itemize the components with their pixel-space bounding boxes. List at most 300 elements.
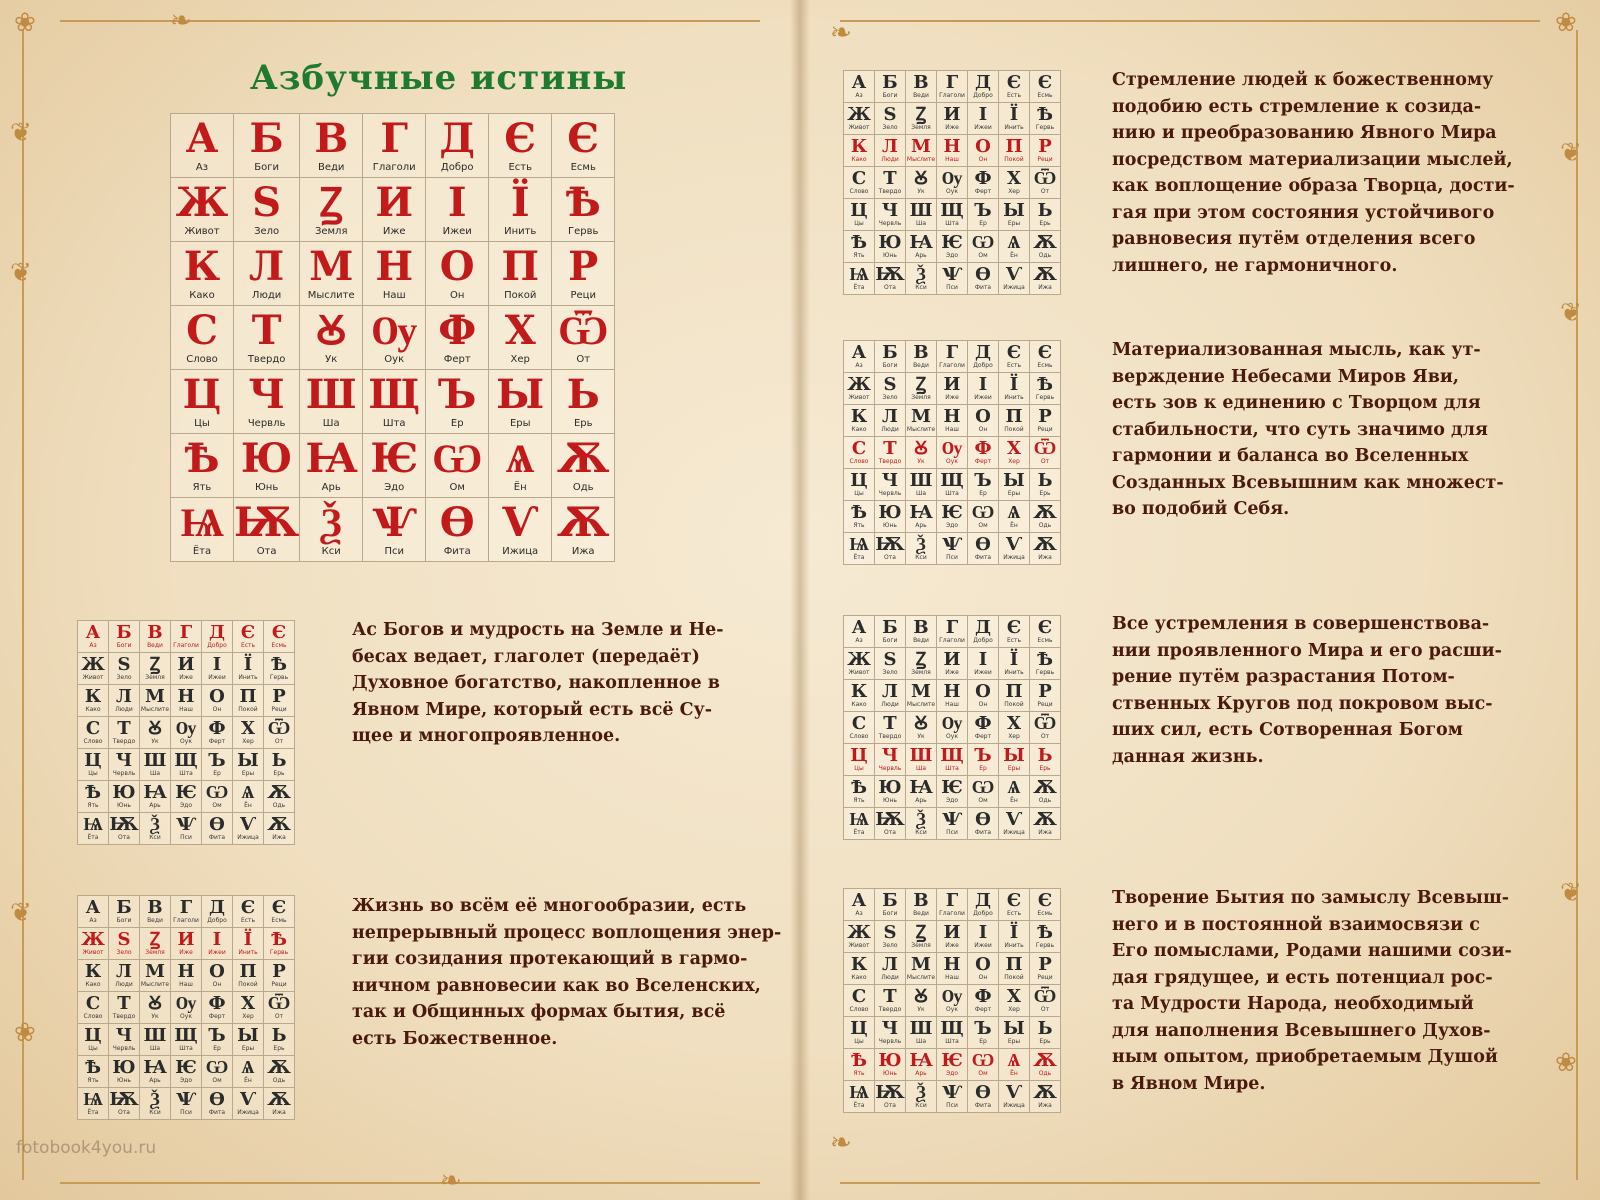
letter-glyph: С <box>851 168 867 189</box>
letter-glyph: Ѹ <box>175 718 197 739</box>
letter-cell <box>999 373 1030 405</box>
letter-name: Земля <box>145 674 165 681</box>
letter-glyph: Ь <box>1037 745 1053 766</box>
letter-glyph: С <box>186 307 218 354</box>
letter-glyph: Х <box>504 307 536 354</box>
letter-glyph: І <box>447 179 467 226</box>
letter-name: Цы <box>88 770 98 777</box>
letter-name: Добро <box>973 362 993 369</box>
letter-cell <box>552 242 615 306</box>
letter-glyph: Н <box>943 954 961 975</box>
table-row <box>844 135 1061 167</box>
letter-name: Ота <box>118 834 130 841</box>
letter-cell <box>552 434 615 498</box>
letter-glyph: Ѱ <box>942 264 962 285</box>
letter-glyph: Ѫ <box>1033 777 1057 798</box>
letter-cell <box>171 114 234 178</box>
letter-name: Ша <box>915 1038 927 1045</box>
letter-cell <box>1030 648 1061 680</box>
letter-name: Есть <box>1006 910 1022 917</box>
letter-name: Инить <box>1004 669 1024 676</box>
letter-name: Зело <box>116 674 132 681</box>
letter-glyph: Є <box>1006 342 1022 363</box>
letter-cell <box>78 813 109 845</box>
letter-name: Слово <box>849 458 869 465</box>
letter-glyph: Ѥ <box>175 782 197 803</box>
letter-glyph: Л <box>882 954 898 975</box>
letter-name: Ота <box>118 1109 130 1116</box>
letter-name: Юнь <box>254 482 279 493</box>
letter-name: Арь <box>149 1077 161 1084</box>
letter-cell <box>233 992 264 1024</box>
letter-cell <box>1030 712 1061 744</box>
letter-cell <box>264 896 295 928</box>
letter-name: Хер <box>1008 188 1020 195</box>
letter-glyph: Ѥ <box>941 502 963 523</box>
letter-name: Твердо <box>878 458 902 465</box>
letter-glyph: І <box>212 654 222 675</box>
letter-glyph: Ф <box>208 993 226 1014</box>
letter-glyph: Ѫ <box>267 1089 291 1110</box>
letter-glyph: Ь <box>566 371 600 418</box>
letter-name: Арь <box>915 797 927 804</box>
letter-glyph: Ш <box>305 371 357 418</box>
letter-glyph: В <box>314 115 349 162</box>
paragraph-line: рение путём разрастания Потом- <box>1112 667 1455 687</box>
letter-glyph: Ѳ <box>975 809 991 830</box>
letter-cell <box>875 167 906 199</box>
letter-glyph: Ч <box>115 750 133 771</box>
letter-glyph: Ꙋ <box>148 993 162 1014</box>
letter-glyph: Н <box>943 136 961 157</box>
letter-glyph: Г <box>179 897 193 918</box>
letter-glyph: Р <box>272 961 286 982</box>
letter-glyph: К <box>84 686 102 707</box>
table-row <box>78 1024 295 1056</box>
letter-cell <box>906 341 937 373</box>
alphabet-table-small <box>77 895 295 1120</box>
letter-cell <box>906 889 937 921</box>
paragraph-line: данная жизнь. <box>1112 746 1264 767</box>
letter-glyph: Ю <box>112 782 136 803</box>
letter-name: Кси <box>321 546 341 557</box>
letter-cell <box>875 889 906 921</box>
letter-name: Како <box>851 701 867 708</box>
letter-cell <box>363 114 426 178</box>
letter-name: Веди <box>147 642 163 649</box>
letter-glyph: Н <box>177 961 195 982</box>
letter-glyph: В <box>913 342 929 363</box>
letter-name: Шта <box>945 220 959 227</box>
letter-glyph: Ѵ <box>239 814 257 835</box>
letter-glyph: С <box>851 986 867 1007</box>
letter-glyph: Ꙋ <box>148 718 162 739</box>
letter-name: Зело <box>882 669 898 676</box>
letter-cell <box>1030 921 1061 953</box>
letter-name: Ер <box>450 418 464 429</box>
table-row <box>844 167 1061 199</box>
paragraph-line: ничном равновесии как во Вселенских, <box>352 975 761 996</box>
letter-glyph: Б <box>882 72 898 93</box>
letter-glyph: Д <box>208 897 225 918</box>
letter-glyph: Ѕ <box>883 649 897 670</box>
letter-cell <box>1030 71 1061 103</box>
letter-cell <box>202 781 233 813</box>
letter-name: Есмь <box>1037 637 1053 644</box>
letter-cell <box>264 685 295 717</box>
letter-cell <box>937 167 968 199</box>
letter-cell <box>937 501 968 533</box>
letter-name: Шта <box>382 418 406 429</box>
letter-name: Твердо <box>878 1006 902 1013</box>
letter-cell <box>844 71 875 103</box>
letter-cell <box>140 1088 171 1120</box>
letter-glyph: Ц <box>182 371 222 418</box>
letter-cell <box>171 498 234 562</box>
letter-glyph: Ї <box>1009 649 1019 670</box>
letter-glyph: Ф <box>974 986 992 1007</box>
letter-name: Одь <box>1038 1070 1052 1077</box>
right-page <box>800 0 1600 1200</box>
letter-glyph: К <box>850 954 868 975</box>
letter-name: Фита <box>974 284 992 291</box>
letter-glyph: Ы <box>1003 470 1025 491</box>
letter-cell <box>875 533 906 565</box>
table-row <box>78 749 295 781</box>
letter-cell <box>844 533 875 565</box>
letter-glyph: Ѩ <box>849 1082 869 1103</box>
letter-cell <box>844 103 875 135</box>
letter-cell <box>140 621 171 653</box>
letter-cell <box>906 1081 937 1113</box>
letter-cell <box>968 373 999 405</box>
letter-cell <box>844 199 875 231</box>
letter-cell <box>844 1017 875 1049</box>
letter-cell <box>1030 616 1061 648</box>
letter-name: Пси <box>946 1102 958 1109</box>
letter-cell <box>968 616 999 648</box>
alphabet-table-small <box>843 615 1061 840</box>
table-row <box>844 405 1061 437</box>
letter-cell <box>1030 469 1061 501</box>
letter-cell <box>1030 501 1061 533</box>
letter-name: Эдо <box>179 1077 192 1084</box>
table-row <box>844 1017 1061 1049</box>
letter-name: Земля <box>911 669 931 676</box>
letter-glyph: Ѯ <box>916 809 926 830</box>
letter-glyph: Ꙋ <box>914 713 928 734</box>
letter-glyph: О <box>439 243 475 290</box>
letter-glyph: Ъ <box>974 200 992 221</box>
letter-cell <box>171 813 202 845</box>
letter-glyph: Ы <box>1003 745 1025 766</box>
letter-glyph: Ѵ <box>1005 1082 1023 1103</box>
letter-name: Гервь <box>1035 669 1055 676</box>
letter-cell <box>1030 1017 1061 1049</box>
letter-glyph: Ѡ <box>971 777 995 798</box>
letter-glyph: Ѩ <box>849 809 869 830</box>
letter-name: Ер <box>979 220 987 227</box>
letter-glyph: Ѡ <box>971 232 995 253</box>
letter-name: Веди <box>318 162 345 173</box>
letter-cell <box>999 744 1030 776</box>
letter-glyph: Ю <box>878 232 902 253</box>
letter-name: Ша <box>915 220 927 227</box>
letter-name: Червль <box>878 490 902 497</box>
letter-cell <box>1030 373 1061 405</box>
letter-name: Инить <box>504 226 537 237</box>
letter-name: Ферт <box>208 1013 226 1020</box>
letter-name: Глаголи <box>939 362 965 369</box>
letter-cell <box>937 680 968 712</box>
letter-name: Ять <box>192 482 212 493</box>
letter-name: Иже <box>382 226 406 237</box>
letter-cell <box>171 653 202 685</box>
letter-name: Червль <box>112 770 136 777</box>
letter-glyph: Є <box>240 622 256 643</box>
letter-name: Добро <box>207 642 227 649</box>
letter-glyph: Ч <box>115 1025 133 1046</box>
letter-cell <box>140 781 171 813</box>
letter-cell <box>844 231 875 263</box>
letter-cell <box>875 1081 906 1113</box>
letter-name: Аз <box>855 637 863 644</box>
paragraph-line: равновесия путём отделения всего <box>1112 229 1476 249</box>
letter-glyph: Ꙗ <box>305 435 357 482</box>
letter-cell <box>906 405 937 437</box>
letter-cell <box>109 621 140 653</box>
letter-glyph: Ꙋ <box>914 986 928 1007</box>
letter-name: Цы <box>194 418 210 429</box>
letter-name: Есмь <box>1037 362 1053 369</box>
letter-glyph: Х <box>1007 713 1021 734</box>
letter-cell <box>264 928 295 960</box>
letter-name: Есмь <box>570 162 596 173</box>
letter-glyph: Ц <box>850 200 868 221</box>
paragraph-line: как воплощение образа Творца, дости- <box>1112 176 1515 196</box>
letter-glyph: Б <box>116 897 132 918</box>
letter-name: Боги <box>254 162 279 173</box>
letter-glyph: О <box>209 686 225 707</box>
letter-glyph: Д <box>974 342 991 363</box>
letter-glyph: Ѭ <box>875 1082 905 1103</box>
letter-name: Червль <box>878 765 902 772</box>
letter-name: Люди <box>881 974 899 981</box>
letter-name: От <box>274 1013 284 1020</box>
letter-cell <box>140 685 171 717</box>
letter-name: Ом <box>978 1070 988 1077</box>
letter-cell <box>78 653 109 685</box>
letter-name: Арь <box>321 482 341 493</box>
letter-name: Одь <box>1038 797 1052 804</box>
letter-cell <box>999 616 1030 648</box>
letter-glyph: Ѵ <box>1005 809 1023 830</box>
letter-name: Оук <box>180 1013 192 1020</box>
letter-glyph: Ѫ <box>1033 1082 1057 1103</box>
letter-name: Ять <box>853 522 865 529</box>
letter-name: Ижица <box>237 834 259 841</box>
letter-glyph: Х <box>241 993 255 1014</box>
flower-ornament-icon: ❀ <box>1555 1048 1577 1078</box>
letter-name: Ёта <box>87 834 99 841</box>
letter-name: Глаголи <box>939 637 965 644</box>
letter-name: Ферт <box>974 458 992 465</box>
letter-glyph: Ѿ <box>558 307 609 354</box>
letter-name: Мыслите <box>906 426 936 433</box>
letter-name: Мыслите <box>140 981 170 988</box>
letter-glyph: Щ <box>174 1025 198 1046</box>
letter-glyph: Є <box>1006 72 1022 93</box>
letter-name: Покой <box>238 981 258 988</box>
letter-name: Твердо <box>247 354 286 365</box>
letter-glyph: Ѳ <box>975 264 991 285</box>
letter-name: Ерь <box>1039 1038 1051 1045</box>
letter-cell <box>264 1088 295 1120</box>
letter-cell <box>968 199 999 231</box>
paragraph-line: стабильности, что суть значимо для <box>1112 419 1488 440</box>
letter-cell <box>937 263 968 295</box>
letter-glyph: Ꙁ <box>149 929 161 950</box>
letter-glyph: Ѡ <box>205 782 229 803</box>
paragraph-line: щее и многопроявленное. <box>352 726 621 746</box>
letter-glyph: Ѫ <box>267 782 291 803</box>
letter-cell <box>999 1049 1030 1081</box>
letter-cell <box>875 1049 906 1081</box>
letter-cell <box>78 896 109 928</box>
letter-name: Покой <box>1004 426 1024 433</box>
letter-cell <box>109 896 140 928</box>
letter-glyph: Ф <box>974 713 992 734</box>
letter-cell <box>363 242 426 306</box>
table-row <box>78 896 295 928</box>
letter-cell <box>875 135 906 167</box>
letter-name: Есмь <box>271 642 287 649</box>
letter-cell <box>937 405 968 437</box>
letter-glyph: И <box>943 922 961 943</box>
paragraph-line: Жизнь во всём её многообразии, есть <box>352 896 747 916</box>
letter-cell <box>300 434 363 498</box>
letter-cell <box>233 653 264 685</box>
letter-glyph: О <box>975 681 991 702</box>
letter-name: Ферт <box>974 733 992 740</box>
letter-glyph: Н <box>375 243 414 290</box>
letter-cell <box>426 178 489 242</box>
letter-name: Реци <box>271 706 287 713</box>
letter-name: Пси <box>180 1109 192 1116</box>
letter-cell <box>233 813 264 845</box>
table-row <box>844 501 1061 533</box>
letter-name: Веди <box>913 910 929 917</box>
letter-cell <box>844 135 875 167</box>
letter-glyph: І <box>978 649 988 670</box>
letter-glyph: И <box>943 374 961 395</box>
letter-name: Добро <box>973 910 993 917</box>
letter-cell <box>78 749 109 781</box>
letter-cell <box>906 985 937 1017</box>
letter-cell <box>875 231 906 263</box>
letter-name: Арь <box>915 1070 927 1077</box>
letter-name: От <box>1040 458 1050 465</box>
letter-cell <box>1030 889 1061 921</box>
table-row <box>844 103 1061 135</box>
letter-cell <box>968 469 999 501</box>
letter-glyph: Б <box>882 342 898 363</box>
letter-name: Веди <box>913 362 929 369</box>
letter-glyph: Є <box>1037 342 1053 363</box>
letter-glyph: А <box>185 115 219 162</box>
letter-glyph: Ѣ <box>851 777 867 798</box>
letter-name: Арь <box>915 522 927 529</box>
letter-cell <box>906 533 937 565</box>
letter-name: Еры <box>509 418 531 429</box>
letter-name: Кси <box>915 1102 927 1109</box>
letter-cell <box>300 114 363 178</box>
letter-name: Ша <box>322 418 340 429</box>
letter-cell <box>844 469 875 501</box>
letter-name: Покой <box>1004 156 1024 163</box>
letter-glyph: Ш <box>909 200 933 221</box>
letter-glyph: Ꙗ <box>909 777 933 798</box>
letter-cell <box>999 469 1030 501</box>
letter-cell <box>937 1049 968 1081</box>
letter-cell <box>844 648 875 680</box>
letter-name: Земля <box>145 949 165 956</box>
letter-cell <box>844 985 875 1017</box>
letter-glyph: Г <box>945 890 959 911</box>
letter-glyph: Ц <box>84 750 102 771</box>
letter-name: Наш <box>179 706 193 713</box>
letter-cell <box>234 242 300 306</box>
letter-name: Оук <box>180 738 192 745</box>
letter-glyph: Ѕ <box>252 179 282 226</box>
leaf-ornament-icon: ❦ <box>10 258 32 288</box>
letter-cell <box>875 437 906 469</box>
letter-cell <box>202 717 233 749</box>
letter-name: Земля <box>911 942 931 949</box>
letter-name: Фита <box>974 1102 992 1109</box>
letter-glyph: М <box>145 686 165 707</box>
letter-name: Реци <box>1037 701 1053 708</box>
letter-glyph: Ꙁ <box>915 374 927 395</box>
letter-name: Гервь <box>1035 124 1055 131</box>
letter-glyph: Ѣ <box>85 782 101 803</box>
letter-name: Мыслите <box>906 156 936 163</box>
letter-name: Ер <box>213 1045 221 1052</box>
letter-name: Цы <box>854 490 864 497</box>
letter-name: Эдо <box>945 1070 958 1077</box>
letter-glyph: Ѿ <box>1033 168 1057 189</box>
letter-glyph: С <box>85 718 101 739</box>
letter-cell <box>1030 231 1061 263</box>
letter-cell <box>1030 135 1061 167</box>
letter-name: Ерь <box>273 1045 285 1052</box>
letter-name: Хер <box>242 738 254 745</box>
letter-glyph: П <box>1005 136 1023 157</box>
letter-glyph: К <box>850 406 868 427</box>
letter-cell <box>202 1088 233 1120</box>
letter-cell <box>489 498 552 562</box>
letter-name: Ять <box>853 797 865 804</box>
letter-glyph: Ѹ <box>371 307 418 354</box>
paragraph-line: нию и преобразованию Явного Мира <box>1112 123 1497 143</box>
letter-glyph: Ѡ <box>971 1050 995 1071</box>
page-title: Азбучные истины <box>250 58 628 98</box>
letter-glyph: Ѥ <box>941 232 963 253</box>
letter-cell <box>968 776 999 808</box>
letter-cell <box>999 341 1030 373</box>
letter-glyph: Ѳ <box>975 534 991 555</box>
letter-name: Ёта <box>853 284 865 291</box>
